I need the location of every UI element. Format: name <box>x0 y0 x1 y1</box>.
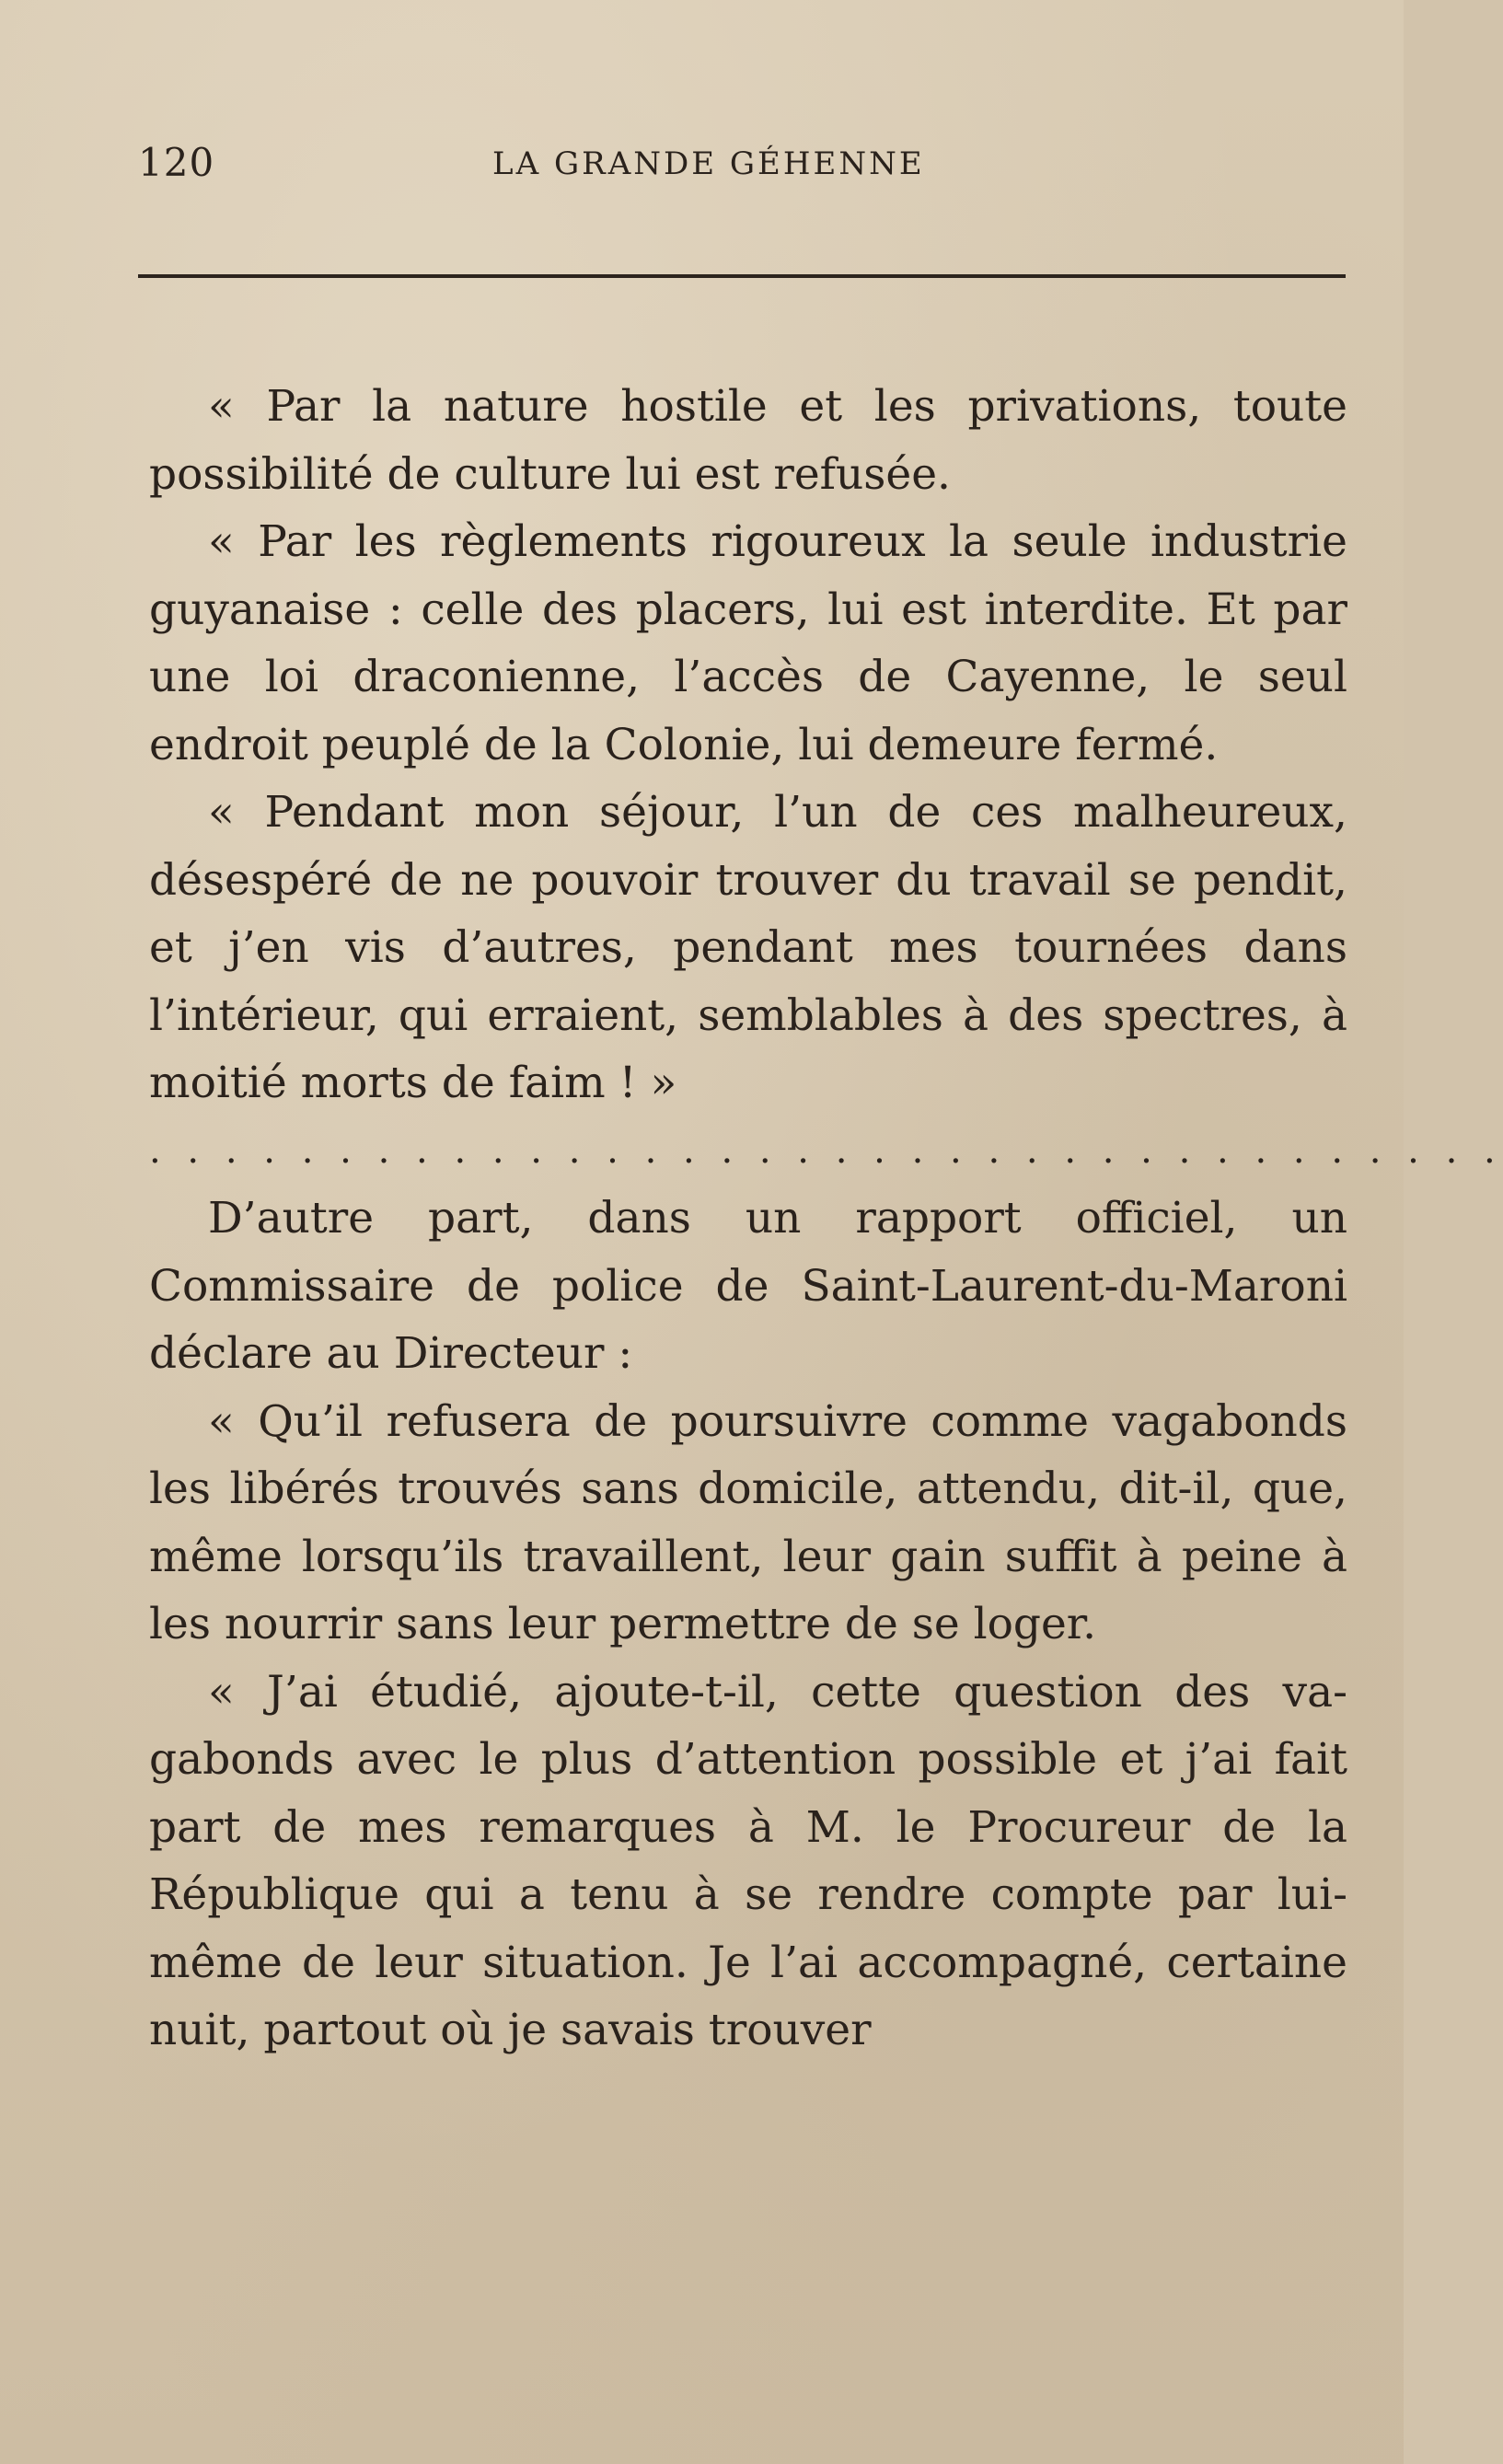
paragraph-1: « Par la nature hostile et les privations, toute possibilité de culture lui est refusée. <box>149 381 1347 500</box>
paragraph-4: D’autre part, dans un rapport officiel, un Commissaire de police de Saint-Laurent-du-Maroni déclare au Directeur : <box>149 1193 1347 1379</box>
paragraph-6: « J’ai étudié, ajoute-t-il, cette question des vagabonds avec le plus d’attention possible et j’ai fait part de mes remarques à M. le Procureur de la République qui a tenu à se rendre compte par lui-même de leur situation. Je l’ai accompagné, certaine nuit, partout où je savais trouver <box>149 1666 1347 2055</box>
paragraph-2: « Par les règlements rigoureux la seule industrie guyanaise : celle des placers, lui est interdite. Et par une loi draconienne, l’accès de Cayenne, le seul endroit peuplé de la Colonie, lui demeure fermé. <box>149 516 1347 770</box>
page-header <box>138 140 1344 195</box>
paragraph-3: « Pendant mon séjour, l’un de ces malheureux, désespéré de ne pouvoir trouver du travail se pendit, et j’en vis d’autres, pendant mes tournées dans l’intérieur, qui erraient, semblables à des spectres, à moitié morts de faim ! » <box>149 787 1347 1108</box>
header-rule <box>138 274 1346 278</box>
page-number: 120 <box>138 140 215 185</box>
running-title: LA GRANDE GÉHENNE <box>492 145 925 182</box>
ellipsis-separator: . . . . . . . . . . . . . . . . . . . . . . . . . . . . . . . . . . . . <box>149 1128 1503 1172</box>
paragraph-5: « Qu’il refusera de poursuivre comme vagabonds les libérés trouvés sans domicile, attendu, dit-il, que, même lorsqu’ils travaillent, leur gain suffit à peine à les nourrir sans leur permettre de se loger. <box>149 1395 1347 1649</box>
body-text <box>149 373 1503 2065</box>
